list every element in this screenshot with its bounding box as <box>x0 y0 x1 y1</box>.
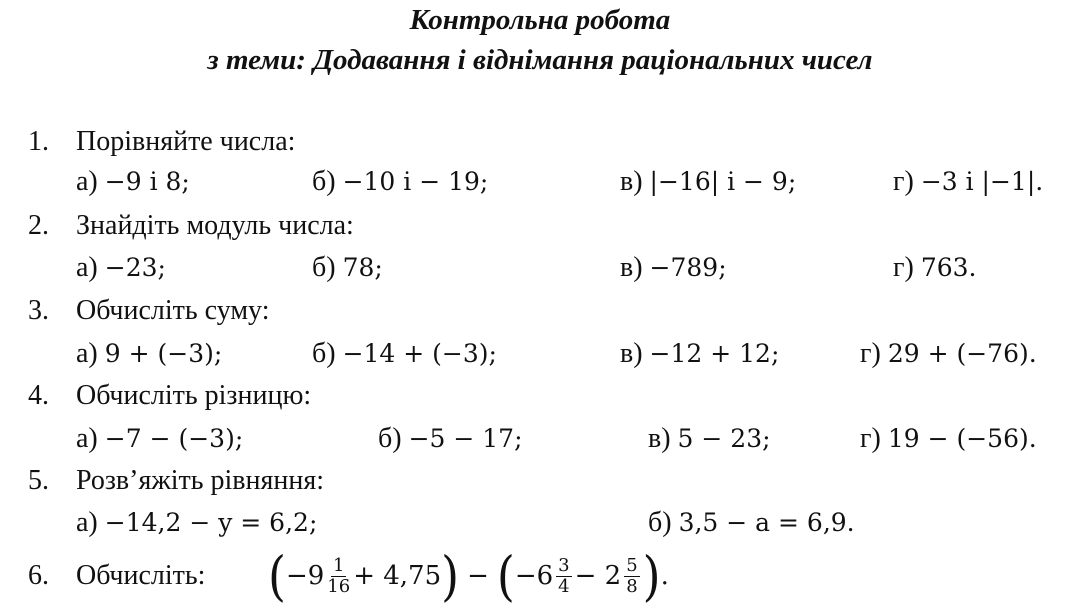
task-statement-3: Обчисліть суму: <box>76 295 270 326</box>
task3-option-c: в) −12 + 12; <box>620 338 780 369</box>
task3-option-a: а) 9 + (−3); <box>76 338 223 369</box>
task4-option-b: б) −5 − 17; <box>378 423 523 454</box>
open-paren: ( <box>268 544 286 608</box>
task-statement-5: Розв’яжіть рівняння: <box>76 465 324 496</box>
page-title: Контрольна робота <box>409 4 671 36</box>
fraction: $\frac{1}{16}$ <box>327 554 351 597</box>
task-statement-6: Обчисліть: <box>76 560 206 591</box>
minus-term: − 2 <box>574 561 622 591</box>
task1-option-c: в) |−16| і − 9; <box>620 166 797 197</box>
task5-option-b: б) 3,5 − a = 6,9. <box>648 507 855 538</box>
task-number-1: 1. <box>28 126 49 157</box>
open-paren: ( <box>496 544 515 608</box>
task4-option-d: г) 19 − (−56). <box>860 423 1037 454</box>
task5-option-a: а) −14,2 − y = 6,2; <box>76 507 318 538</box>
task-statement-1: Порівняйте числа: <box>76 126 296 157</box>
task-number-5: 5. <box>28 465 49 496</box>
task1-option-d: г) −3 і |−1|. <box>893 166 1044 197</box>
task4-option-a: а) −7 − (−3); <box>76 423 244 454</box>
task-statement-2: Знайдіть модуль числа: <box>76 210 354 241</box>
task-number-2: 2. <box>28 210 49 241</box>
task2-option-d: г) 763. <box>893 252 977 283</box>
task1-option-a: а) −9 і 8; <box>76 166 190 197</box>
task3-option-d: г) 29 + (−76). <box>860 338 1037 369</box>
close-paren: ) <box>642 544 661 608</box>
task-statement-4: Обчисліть різницю: <box>76 380 312 411</box>
task-number-6: 6. <box>28 560 49 591</box>
minus-operator: − <box>467 561 489 591</box>
page-subtitle: з теми: Додавання і віднімання раціональних чисел <box>207 44 873 76</box>
task3-option-b: б) −14 + (−3); <box>312 338 497 369</box>
fraction: $\frac{5}{8}$ <box>626 554 638 597</box>
plus-term: + 4,75 <box>353 561 442 591</box>
mixed-number-whole: −9 <box>285 561 325 591</box>
task2-option-b: б) 78; <box>312 252 383 283</box>
task-number-3: 3. <box>28 295 49 326</box>
task6-expression <box>268 544 669 608</box>
task2-option-a: а) −23; <box>76 252 166 283</box>
close-paren: ) <box>441 544 460 608</box>
mixed-number-whole: −6 <box>514 561 554 591</box>
period: . <box>660 561 669 591</box>
task1-option-b: б) −10 і − 19; <box>312 166 489 197</box>
task4-option-c: в) 5 − 23; <box>648 423 771 454</box>
task2-option-c: в) −789; <box>620 252 727 283</box>
fraction: $\frac{3}{4}$ <box>558 554 570 597</box>
task-number-4: 4. <box>28 380 49 411</box>
